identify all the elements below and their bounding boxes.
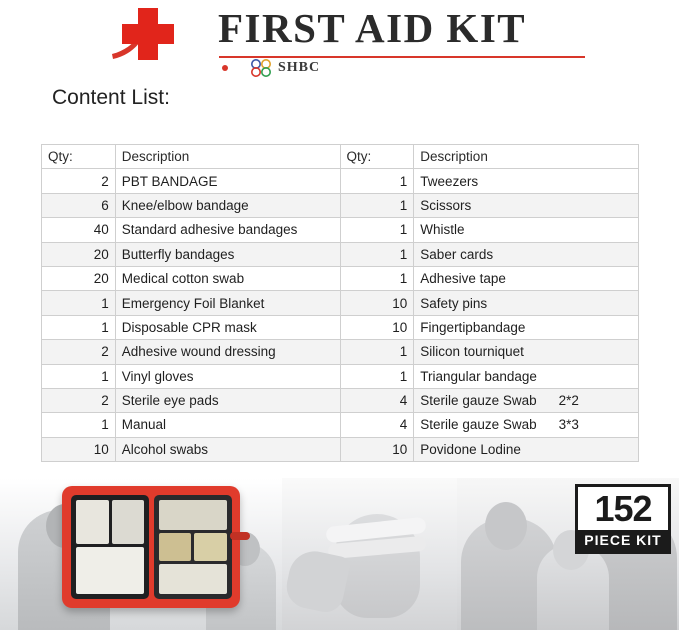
person-head-shape	[485, 502, 527, 550]
supply-pouch	[159, 564, 227, 594]
desc-right-text: Whistle	[420, 222, 465, 238]
cell-desc-left: Disposable CPR mask	[115, 315, 340, 339]
desc-right-text: Scissors	[420, 197, 472, 213]
case-handle	[230, 532, 250, 540]
table-row	[42, 169, 639, 193]
cell-desc-left: Alcohol swabs	[115, 437, 340, 461]
cell-desc-left: Sterile eye pads	[115, 388, 340, 412]
table-body	[42, 169, 639, 462]
column-header-desc-right: Description	[414, 145, 639, 169]
cell-qty-right: 1	[340, 364, 414, 388]
cell-desc-left: Knee/elbow bandage	[115, 193, 340, 217]
supply-pouch	[76, 500, 109, 544]
column-header-desc-left: Description	[115, 145, 340, 169]
table-row	[42, 388, 639, 412]
cell-qty-right: 4	[340, 413, 414, 437]
cell-qty-right: 10	[340, 315, 414, 339]
badge-subtitle: PIECE KIT	[578, 530, 668, 551]
desc-right-text: Saber cards	[420, 246, 494, 262]
table-row	[42, 218, 639, 242]
sbc-flower-icon	[250, 58, 272, 78]
document-header	[0, 0, 679, 82]
cell-desc-right	[414, 169, 639, 193]
case-lid	[71, 495, 149, 599]
table-row	[42, 315, 639, 339]
cell-desc-right	[414, 218, 639, 242]
desc-right-size: 2*2	[558, 393, 579, 409]
cell-qty-left: 1	[42, 413, 116, 437]
desc-right-text: Tweezers	[420, 173, 479, 189]
cell-desc-right	[414, 413, 639, 437]
cell-desc-left: Emergency Foil Blanket	[115, 291, 340, 315]
supply-pouch	[159, 500, 227, 530]
cell-desc-right	[414, 437, 639, 461]
cell-desc-left: Vinyl gloves	[115, 364, 340, 388]
desc-right-text: Povidone Lodine	[420, 441, 521, 457]
cell-qty-left: 2	[42, 340, 116, 364]
table-row	[42, 193, 639, 217]
cell-desc-right	[414, 242, 639, 266]
cell-qty-right: 4	[340, 388, 414, 412]
cell-qty-left: 1	[42, 315, 116, 339]
cell-desc-left: Adhesive wound dressing	[115, 340, 340, 364]
table-row	[42, 242, 639, 266]
column-header-qty-left: Qty:	[42, 145, 116, 169]
head-bandage-photo	[282, 478, 457, 630]
cell-desc-right	[414, 388, 639, 412]
cell-desc-right	[414, 364, 639, 388]
cell-desc-right	[414, 340, 639, 364]
cell-desc-left: Medical cotton swab	[115, 266, 340, 290]
badge-number: 152	[594, 488, 652, 529]
cell-desc-left: Butterfly bandages	[115, 242, 340, 266]
table-row	[42, 340, 639, 364]
cell-qty-left: 20	[42, 266, 116, 290]
cell-qty-left: 10	[42, 437, 116, 461]
desc-right-size: 3*3	[558, 417, 579, 433]
table-header-row	[42, 145, 639, 169]
piece-count-badge	[575, 484, 671, 554]
column-header-qty-right: Qty:	[340, 145, 414, 169]
cell-qty-right: 1	[340, 242, 414, 266]
desc-right-text: Fingertipbandage	[420, 319, 526, 335]
content-list-table-wrapper	[41, 144, 639, 462]
desc-right-text: Silicon tourniquet	[420, 344, 524, 360]
cell-qty-right: 1	[340, 266, 414, 290]
supply-pouch	[76, 547, 144, 594]
cell-qty-right: 10	[340, 437, 414, 461]
table-row	[42, 437, 639, 461]
table-header	[42, 145, 639, 169]
page-title: FIRST AID KIT	[218, 5, 527, 51]
brand-lockup	[222, 58, 320, 78]
supply-pouch	[194, 533, 227, 561]
cell-qty-right: 10	[340, 291, 414, 315]
first-aid-case	[62, 486, 240, 608]
content-list-table	[41, 144, 639, 462]
table-row	[42, 266, 639, 290]
cell-desc-left: Standard adhesive bandages	[115, 218, 340, 242]
table-row	[42, 364, 639, 388]
supply-pouch	[159, 533, 191, 561]
red-cross-icon	[108, 6, 194, 66]
desc-right-text: Triangular bandage	[420, 368, 537, 384]
cell-qty-right: 1	[340, 340, 414, 364]
cell-desc-right	[414, 315, 639, 339]
cell-qty-right: 1	[340, 169, 414, 193]
desc-right-text: Adhesive tape	[420, 271, 506, 287]
cell-qty-left: 1	[42, 364, 116, 388]
supply-pouch	[112, 500, 144, 544]
desc-right-text: Sterile gauze Swab	[420, 417, 537, 433]
cell-desc-left: PBT BANDAGE	[115, 169, 340, 193]
cell-qty-left: 2	[42, 169, 116, 193]
cell-desc-left: Manual	[115, 413, 340, 437]
cell-desc-right	[414, 193, 639, 217]
cell-qty-left: 20	[42, 242, 116, 266]
cell-desc-right	[414, 291, 639, 315]
cell-qty-left: 40	[42, 218, 116, 242]
open-red-first-aid-case-photo	[0, 478, 282, 630]
cell-desc-right	[414, 266, 639, 290]
cell-qty-right: 1	[340, 193, 414, 217]
table-row	[42, 291, 639, 315]
cell-qty-right: 1	[340, 218, 414, 242]
case-base	[154, 495, 232, 599]
desc-right-text: Sterile gauze Swab	[420, 393, 537, 409]
cell-qty-left: 2	[42, 388, 116, 412]
desc-right-text: Safety pins	[420, 295, 488, 311]
cell-qty-left: 1	[42, 291, 116, 315]
table-row	[42, 413, 639, 437]
brand-name: SHBC	[278, 60, 321, 75]
cell-qty-left: 6	[42, 193, 116, 217]
content-list-heading: Content List:	[52, 86, 170, 109]
bullet-dot-icon	[222, 65, 228, 71]
